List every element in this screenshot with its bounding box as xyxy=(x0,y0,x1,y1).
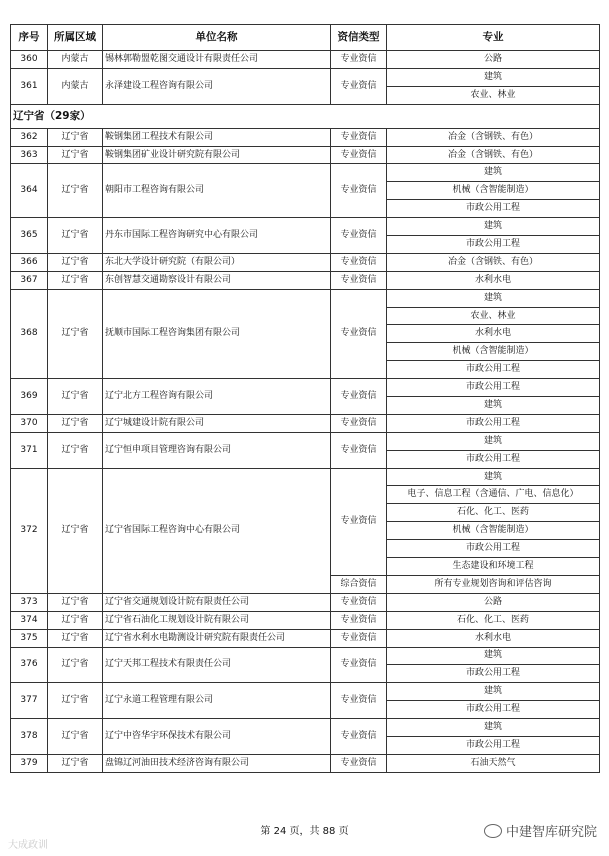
row-qualification-type: 专业资信 xyxy=(331,683,387,719)
row-qualification-type: 专业资信 xyxy=(331,719,387,755)
table-row xyxy=(11,146,600,164)
table-row xyxy=(11,253,600,271)
row-qualification-type: 专业资信 xyxy=(331,629,387,647)
row-major: 建筑 xyxy=(387,683,600,701)
row-major: 市政公用工程 xyxy=(387,701,600,719)
row-major: 公路 xyxy=(387,51,600,69)
table-row xyxy=(11,68,600,86)
row-company-name: 东北大学设计研究院（有限公司） xyxy=(103,253,331,271)
row-major: 建筑 xyxy=(387,432,600,450)
row-company-name: 锡林郭勒盟乾图交通设计有限责任公司 xyxy=(103,51,331,69)
row-region: 辽宁省 xyxy=(48,683,103,719)
row-company-name: 盘锦辽河油田技术经济咨询有限公司 xyxy=(103,754,331,772)
table-row xyxy=(11,128,600,146)
row-region: 辽宁省 xyxy=(48,629,103,647)
row-major: 石油天然气 xyxy=(387,754,600,772)
row-number: 370 xyxy=(11,414,48,432)
table-row xyxy=(11,719,600,737)
header-company: 单位名称 xyxy=(103,25,331,51)
row-region: 辽宁省 xyxy=(48,468,103,593)
row-major: 建筑 xyxy=(387,719,600,737)
row-region: 辽宁省 xyxy=(48,164,103,218)
table-row xyxy=(11,683,600,701)
row-major: 市政公用工程 xyxy=(387,236,600,254)
row-number: 364 xyxy=(11,164,48,218)
row-region: 辽宁省 xyxy=(48,432,103,468)
row-company-name: 辽宁恒申项目管理咨询有限公司 xyxy=(103,432,331,468)
qualification-table xyxy=(10,24,600,773)
row-major: 公路 xyxy=(387,593,600,611)
table-row xyxy=(11,611,600,629)
row-major: 石化、化工、医药 xyxy=(387,611,600,629)
row-major: 电子、信息工程（含通信、广电、信息化） xyxy=(387,486,600,504)
table-row xyxy=(11,271,600,289)
row-company-name: 东创智慧交通勘察设计有限公司 xyxy=(103,271,331,289)
row-qualification-type: 专业资信 xyxy=(331,218,387,254)
row-major: 建筑 xyxy=(387,289,600,307)
table-row xyxy=(11,647,600,665)
row-region: 辽宁省 xyxy=(48,754,103,772)
table-header-row xyxy=(11,25,600,51)
row-qualification-type: 专业资信 xyxy=(331,611,387,629)
row-number: 366 xyxy=(11,253,48,271)
row-number: 376 xyxy=(11,647,48,683)
row-qualification-type: 专业资信 xyxy=(331,289,387,378)
wechat-icon xyxy=(484,824,502,838)
row-company-name: 永泽建设工程咨询有限公司 xyxy=(103,68,331,104)
row-major: 建筑 xyxy=(387,397,600,415)
row-major: 水利水电 xyxy=(387,325,600,343)
row-region: 辽宁省 xyxy=(48,128,103,146)
row-major: 市政公用工程 xyxy=(387,361,600,379)
row-company-name: 丹东市国际工程咨询研究中心有限公司 xyxy=(103,218,331,254)
row-major: 冶金（含钢铁、有色） xyxy=(387,146,600,164)
row-major: 农业、林业 xyxy=(387,307,600,325)
row-company-name: 辽宁省水利水电勘测设计研究院有限责任公司 xyxy=(103,629,331,647)
row-region: 辽宁省 xyxy=(48,414,103,432)
table-row xyxy=(11,289,600,307)
row-major: 所有专业规划咨询和评估咨询 xyxy=(387,575,600,593)
row-region: 内蒙古 xyxy=(48,51,103,69)
table-row xyxy=(11,468,600,486)
row-number: 372 xyxy=(11,468,48,593)
row-number: 371 xyxy=(11,432,48,468)
row-number: 365 xyxy=(11,218,48,254)
row-company-name: 辽宁中咨华宇环保技术有限公司 xyxy=(103,719,331,755)
row-qualification-type: 专业资信 xyxy=(331,379,387,415)
row-region: 辽宁省 xyxy=(48,146,103,164)
row-qualification-type: 专业资信 xyxy=(331,468,387,575)
row-qualification-type: 专业资信 xyxy=(331,164,387,218)
row-major: 市政公用工程 xyxy=(387,414,600,432)
row-major: 生态建设和环境工程 xyxy=(387,558,600,576)
row-number: 362 xyxy=(11,128,48,146)
table-row xyxy=(11,414,600,432)
row-qualification-type: 专业资信 xyxy=(331,647,387,683)
row-region: 辽宁省 xyxy=(48,289,103,378)
header-major: 专业 xyxy=(387,25,600,51)
watermark-right xyxy=(484,821,597,840)
row-qualification-type: 专业资信 xyxy=(331,414,387,432)
row-company-name: 辽宁省国际工程咨询中心有限公司 xyxy=(103,468,331,593)
row-region: 辽宁省 xyxy=(48,379,103,415)
row-major: 机械（含智能制造） xyxy=(387,343,600,361)
row-major: 市政公用工程 xyxy=(387,450,600,468)
row-qualification-type: 专业资信 xyxy=(331,146,387,164)
row-major: 市政公用工程 xyxy=(387,540,600,558)
header-region: 所属区域 xyxy=(48,25,103,51)
row-number: 375 xyxy=(11,629,48,647)
row-qualification-type: 专业资信 xyxy=(331,432,387,468)
row-region: 辽宁省 xyxy=(48,647,103,683)
row-major: 机械（含智能制造） xyxy=(387,522,600,540)
row-major: 冶金（含钢铁、有色） xyxy=(387,128,600,146)
row-number: 378 xyxy=(11,719,48,755)
row-major: 建筑 xyxy=(387,164,600,182)
watermark-left: 大成政训 xyxy=(8,840,48,851)
row-number: 361 xyxy=(11,68,48,104)
row-number: 373 xyxy=(11,593,48,611)
row-major: 水利水电 xyxy=(387,271,600,289)
table-row xyxy=(11,593,600,611)
row-qualification-type: 综合资信 xyxy=(331,575,387,593)
row-region: 辽宁省 xyxy=(48,611,103,629)
row-company-name: 辽宁省石油化工规划设计院有限公司 xyxy=(103,611,331,629)
row-qualification-type: 专业资信 xyxy=(331,593,387,611)
table-row xyxy=(11,629,600,647)
row-major: 市政公用工程 xyxy=(387,736,600,754)
row-region: 辽宁省 xyxy=(48,253,103,271)
row-company-name: 辽宁北方工程咨询有限公司 xyxy=(103,379,331,415)
table-row xyxy=(11,754,600,772)
row-major: 机械（含智能制造） xyxy=(387,182,600,200)
row-company-name: 鞍钢集团工程技术有限公司 xyxy=(103,128,331,146)
row-region: 内蒙古 xyxy=(48,68,103,104)
row-number: 367 xyxy=(11,271,48,289)
row-major: 建筑 xyxy=(387,218,600,236)
row-region: 辽宁省 xyxy=(48,719,103,755)
row-major: 市政公用工程 xyxy=(387,379,600,397)
table-row xyxy=(11,218,600,236)
province-row xyxy=(11,104,600,128)
table-row xyxy=(11,379,600,397)
row-company-name: 鞍钢集团矿业设计研究院有限公司 xyxy=(103,146,331,164)
row-major: 市政公用工程 xyxy=(387,665,600,683)
row-qualification-type: 专业资信 xyxy=(331,271,387,289)
row-qualification-type: 专业资信 xyxy=(331,754,387,772)
row-number: 360 xyxy=(11,51,48,69)
row-number: 379 xyxy=(11,754,48,772)
row-company-name: 辽宁永道工程管理有限公司 xyxy=(103,683,331,719)
table-row xyxy=(11,51,600,69)
row-company-name: 辽宁城建设计院有限公司 xyxy=(103,414,331,432)
table-row xyxy=(11,432,600,450)
row-number: 368 xyxy=(11,289,48,378)
row-major: 建筑 xyxy=(387,468,600,486)
page-footer: 第 24 页，共 88 页 xyxy=(260,826,349,837)
row-company-name: 抚顺市国际工程咨询集团有限公司 xyxy=(103,289,331,378)
row-major: 建筑 xyxy=(387,647,600,665)
row-qualification-type: 专业资信 xyxy=(331,68,387,104)
province-title: 辽宁省（29家） xyxy=(11,104,600,128)
row-region: 辽宁省 xyxy=(48,593,103,611)
header-type: 资信类型 xyxy=(331,25,387,51)
row-company-name: 朝阳市工程咨询有限公司 xyxy=(103,164,331,218)
row-region: 辽宁省 xyxy=(48,271,103,289)
header-no: 序号 xyxy=(11,25,48,51)
row-number: 363 xyxy=(11,146,48,164)
row-major: 市政公用工程 xyxy=(387,200,600,218)
row-major: 农业、林业 xyxy=(387,86,600,104)
row-qualification-type: 专业资信 xyxy=(331,51,387,69)
row-number: 377 xyxy=(11,683,48,719)
row-number: 369 xyxy=(11,379,48,415)
row-major: 石化、化工、医药 xyxy=(387,504,600,522)
row-major: 冶金（含钢铁、有色） xyxy=(387,253,600,271)
table-row xyxy=(11,164,600,182)
watermark-right-text: 中建智库研究院 xyxy=(505,825,597,840)
row-region: 辽宁省 xyxy=(48,218,103,254)
row-number: 374 xyxy=(11,611,48,629)
row-qualification-type: 专业资信 xyxy=(331,128,387,146)
row-company-name: 辽宁省交通规划设计院有限责任公司 xyxy=(103,593,331,611)
row-qualification-type: 专业资信 xyxy=(331,253,387,271)
row-company-name: 辽宁天邦工程技术有限责任公司 xyxy=(103,647,331,683)
row-major: 水利水电 xyxy=(387,629,600,647)
row-major: 建筑 xyxy=(387,68,600,86)
